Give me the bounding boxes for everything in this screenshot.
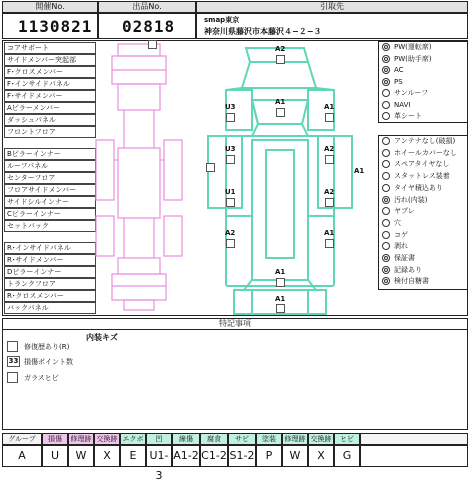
part-label: F･インサイドパネル [4, 78, 96, 90]
kaisai-no-header: 開催No. [2, 1, 98, 13]
glass-crack-checkbox[interactable] [7, 372, 18, 383]
grade-header: ヒビ [334, 433, 360, 445]
hikitori-address: 神奈川県藤沢市本藤沢４−２−３ [204, 27, 322, 36]
part-label: R･サイドメンバー [4, 254, 96, 266]
damage-box [226, 113, 235, 122]
code-marker: A1 [275, 268, 286, 276]
damage-box [148, 40, 157, 49]
notes-panel [2, 318, 468, 430]
code-marker: A2 [324, 188, 335, 196]
condition-item-checkbox[interactable] [382, 254, 390, 262]
damage-box [325, 113, 334, 122]
part-label: フロアサイドメンバー [4, 184, 96, 196]
part-label: トランクフロア [4, 278, 96, 290]
condition-item-label: タイヤ積込あり [394, 183, 443, 192]
condition-checklist [378, 135, 468, 290]
condition-item-label: 記録あり [394, 265, 422, 274]
equipment-item-label: NAVI [394, 100, 411, 109]
condition-item-label: ホイールカバーなし [394, 148, 457, 157]
part-label: R･インサイドパネル [4, 242, 96, 254]
code-marker: A1 [324, 103, 335, 111]
equipment-item-label: PS [394, 77, 403, 86]
part-label: センターフロア [4, 172, 96, 184]
part-label: セットバック [4, 220, 96, 232]
damage-box [226, 155, 235, 164]
damage-box [325, 155, 334, 164]
code-marker: A2 [324, 145, 335, 153]
shuppin-no-header: 出品No. [98, 1, 196, 13]
repair-history-checkbox[interactable] [7, 341, 18, 352]
part-label: F･クロスメンバー [4, 66, 96, 78]
grade-header: 交換跡 [94, 433, 120, 445]
grade-header: 修理跡 [68, 433, 94, 445]
grade-header: グループ [2, 433, 42, 445]
damage-box [276, 108, 285, 117]
part-label: サイドメンバー突起部 [4, 54, 96, 66]
condition-item-checkbox[interactable] [382, 149, 390, 157]
part-label: ダッシュパネル [4, 114, 96, 126]
equipment-item-label: PW(助手席) [394, 54, 432, 63]
equipment-item-checkbox[interactable] [382, 66, 390, 74]
damage-box [276, 278, 285, 287]
part-label: Aピラーメンバー [4, 102, 96, 114]
condition-item-checkbox[interactable] [382, 219, 390, 227]
condition-item-label: コゲ [394, 230, 408, 239]
grade-value: P [256, 445, 282, 467]
kaisai-no-value: 1130821 [18, 17, 93, 36]
grade-value: S1-2 [228, 445, 256, 467]
grade-value: X [308, 445, 334, 467]
part-label: フロントフロア [4, 126, 96, 138]
condition-item-checkbox[interactable] [382, 137, 390, 145]
glass-crack-label: ガラスヒビ [24, 374, 59, 382]
grade-value: C1-2 [200, 445, 228, 467]
grade-header: 損傷 [42, 433, 68, 445]
condition-item-checkbox[interactable] [382, 196, 390, 204]
equipment-item-checkbox[interactable] [382, 101, 390, 109]
grade-empty-cell [360, 445, 468, 467]
part-label: ルーフパネル [4, 160, 96, 172]
hikitori-name: smap東京 [204, 16, 240, 24]
code-marker: U3 [225, 103, 236, 111]
part-label: Bピラーインナー [4, 148, 96, 160]
notes-subtitle: 内装キズ [86, 333, 118, 342]
grade-header: 線傷 [172, 433, 200, 445]
part-label: バックパネル [4, 302, 96, 314]
condition-item-checkbox[interactable] [382, 184, 390, 192]
equipment-item-label: AC [394, 66, 404, 74]
part-label: Cピラーインナー [4, 208, 96, 220]
condition-item-label: 穴 [394, 218, 401, 227]
part-label: サイドシルインナー [4, 196, 96, 208]
code-marker: A2 [275, 45, 286, 53]
part-label: コアサポート [4, 42, 96, 54]
shuppin-no-value: 02818 [122, 17, 176, 36]
grade-value: A [2, 445, 42, 467]
grade-header: 修理跡 [282, 433, 308, 445]
damage-box [325, 198, 334, 207]
code-marker: A1 [275, 98, 286, 106]
equipment-item-checkbox[interactable] [382, 55, 390, 63]
damage-box [276, 55, 285, 64]
part-label: Dピラーインナー [4, 266, 96, 278]
condition-item-label: ヤブレ [394, 207, 415, 216]
condition-item-label: 検付自糖書 [394, 277, 429, 286]
grade-value: W [68, 445, 94, 467]
code-marker: U1 [225, 188, 236, 196]
damage-count-label: 損傷ポイント数 [24, 358, 73, 366]
equipment-item-checkbox[interactable] [382, 89, 390, 97]
equipment-item-label: 革シート [394, 112, 422, 120]
grade-empty-header [360, 433, 468, 445]
condition-item-checkbox[interactable] [382, 266, 390, 274]
grade-value: A1-2 [172, 445, 200, 467]
code-marker: A1 [354, 167, 365, 175]
code-marker: A2 [225, 229, 236, 237]
equipment-item-label: PW(運転席) [394, 43, 432, 51]
grade-value: U [42, 445, 68, 467]
code-marker: U3 [225, 145, 236, 153]
condition-item-label: 保証書 [394, 254, 415, 262]
code-marker: A1 [324, 229, 335, 237]
condition-item-label: スタットレス装着 [394, 172, 450, 181]
grade-header: サビ [228, 433, 256, 445]
damage-box [226, 198, 235, 207]
part-label: R･クロスメンバー [4, 290, 96, 302]
damage-count-box: 33 [8, 357, 19, 365]
grade-header: 腐食 [200, 433, 228, 445]
condition-item-checkbox[interactable] [382, 231, 390, 239]
damage-box [206, 163, 215, 172]
grade-header: 塗装 [256, 433, 282, 445]
condition-item-label: スペアタイヤなし [394, 160, 450, 169]
condition-item-label: 汚れ(内装) [394, 195, 428, 204]
grade-value: G [334, 445, 360, 467]
damage-box [226, 239, 235, 248]
damage-box [276, 304, 285, 313]
grade-value: W [282, 445, 308, 467]
equipment-item-checkbox[interactable] [382, 112, 390, 120]
notes-title: 特記事項 [2, 318, 468, 330]
condition-item-label: アンテナなし(破損) [394, 137, 456, 145]
damage-box [325, 239, 334, 248]
code-marker: A1 [275, 295, 286, 303]
grade-header: エクボ [120, 433, 146, 445]
grade-value: E [120, 445, 146, 467]
grade-value: U1-3 [146, 445, 172, 467]
grade-header: 凹 [146, 433, 172, 445]
equipment-item-checkbox[interactable] [382, 43, 390, 51]
repair-history-label: 修復歴あり(R) [24, 343, 70, 351]
equipment-item-checkbox[interactable] [382, 78, 390, 86]
frame-diagram [88, 40, 198, 315]
condition-item-label: 剥れ [394, 242, 408, 251]
equipment-item-label: サンルーフ [394, 89, 429, 97]
part-label: F･サイドメンバー [4, 90, 96, 102]
hikitori-header: 引取先 [196, 1, 468, 13]
grade-value: X [94, 445, 120, 467]
grade-header: 交換跡 [308, 433, 334, 445]
